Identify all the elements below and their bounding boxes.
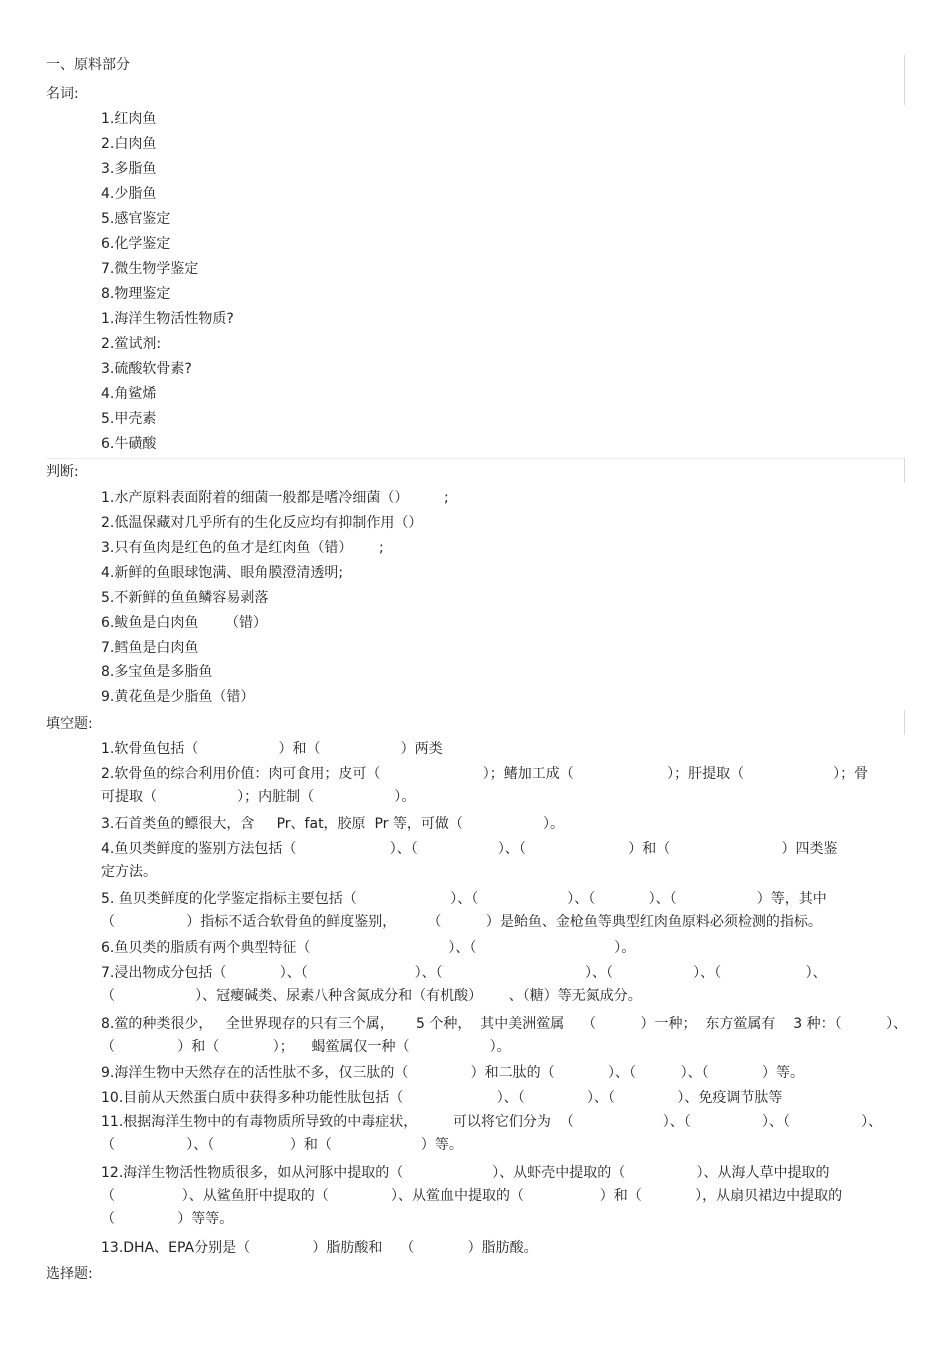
question-line: 1.软骨鱼包括（ ）和（ ）两类	[101, 741, 443, 757]
list-item: 1.红肉鱼	[101, 111, 157, 127]
question-line: 11.根据海洋生物中的有毒物质所导致的中毒症状， 可以将它们分为 （ ）、（ ）、（ ）、	[101, 1114, 883, 1130]
list-item: 3.只有鱼肉是红色的鱼才是红肉鱼（错） ;	[101, 540, 384, 556]
question-item	[101, 1162, 903, 1231]
question-item	[101, 838, 903, 884]
question-item	[101, 738, 903, 761]
fill-blank-heading: 填空题:	[46, 716, 93, 732]
list-item: 3.硫酸软骨素?	[101, 361, 192, 377]
list-item: 1.水产原料表面附着的细菌一般都是嗜冷细菌（） ;	[101, 490, 449, 506]
list-item: 4.新鲜的鱼眼球饱满、眼角膜澄清透明;	[101, 565, 344, 581]
question-line: 定方法。	[101, 864, 157, 880]
list-item: 3.多脂鱼	[101, 161, 157, 177]
question-item	[101, 1111, 903, 1157]
question-item	[101, 1062, 903, 1085]
question-line: （ ）、冠瘿碱类、尿素八种含氮成分和（有机酸） 、（糖）等无氮成分。	[101, 988, 642, 1004]
list-item: 4.角鲨烯	[101, 386, 157, 402]
terms-heading: 名词:	[46, 86, 79, 102]
question-line: 5. 鱼贝类鲜度的化学鉴定指标主要包括（ ）、（ ）、（ ）、（ ）等，其中	[101, 891, 827, 907]
question-line: （ ）和（ ）； 蝎鲎属仅一种（ ）。	[101, 1039, 511, 1055]
question-item	[101, 763, 903, 809]
list-item: 5.不新鲜的鱼鱼鳞容易剥落	[101, 590, 269, 606]
margin-line	[904, 458, 905, 483]
question-line: （ ）、从鲨鱼肝中提取的（ ）、从鲎血中提取的（ ）和（ ），从扇贝裙边中提取的	[101, 1188, 843, 1204]
list-item: 6.化学鉴定	[101, 236, 171, 252]
list-item: 6.鲅鱼是白肉鱼 （错）	[101, 615, 268, 631]
judgement-heading: 判断:	[46, 464, 79, 480]
question-line: 7.浸出物成分包括（ ）、（ ）、（ ）、（ ）、（ ）、	[101, 965, 827, 981]
question-item	[101, 962, 903, 1008]
list-item: 2.低温保藏对几乎所有的生化反应均有抑制作用（）	[101, 515, 423, 531]
question-line: （ ）指标不适合软骨鱼的鲜度鉴别， （ ）是鲐鱼、金枪鱼等典型红肉鱼原料必须检测的指标。	[101, 914, 822, 930]
margin-line	[904, 55, 905, 105]
list-item: 6.牛磺酸	[101, 436, 157, 452]
list-item: 4.少脂鱼	[101, 186, 157, 202]
question-line: 可提取（ ）；内脏制（ ）。	[101, 789, 416, 805]
question-item	[101, 1237, 903, 1260]
list-item: 9.黄花鱼是少脂鱼（错）	[101, 689, 255, 705]
question-item	[101, 1087, 903, 1110]
section-title: 一、原料部分	[46, 57, 130, 73]
question-line: 9.海洋生物中天然存在的活性肽不多，仅三肽的（ ）和二肽的（ ）、（ ）、（ ）等。	[101, 1065, 804, 1081]
question-line: 6.鱼贝类的脂质有两个典型特征（ ）、（ ）。	[101, 940, 636, 956]
section-divider	[46, 458, 904, 459]
question-line: 12.海洋生物活性物质很多，如从河豚中提取的（ ）、从虾壳中提取的（ ）、从海人草中提取的	[101, 1165, 830, 1181]
question-line: 3.石首类鱼的鳔很大，含 Pr、fat，胶原 Pr 等，可做（ ）。	[101, 816, 564, 832]
list-item: 2.白肉鱼	[101, 136, 157, 152]
question-item	[101, 813, 903, 836]
question-item	[101, 888, 903, 934]
question-line: 8.鲎的种类很少， 全世界现存的只有三个属， 5 个种， 其中美洲鲎属 （ ）一种； 东方鲎属有 3 种：（ ）、	[101, 1016, 908, 1032]
list-item: 8.多宝鱼是多脂鱼	[101, 664, 213, 680]
list-item: 7.微生物学鉴定	[101, 261, 199, 277]
question-item	[101, 1013, 908, 1059]
question-line: 4.鱼贝类鲜度的鉴别方法包括（ ）、（ ）、（ ）和（ ）四类鉴	[101, 841, 838, 857]
list-item: 1.海洋生物活性物质?	[101, 311, 234, 327]
margin-line	[904, 710, 905, 735]
list-item: 8.物理鉴定	[101, 286, 171, 302]
question-line: 10.目前从天然蛋白质中获得多种功能性肽包括（ ）、（ ）、（ ）、免疫调节肽等	[101, 1090, 783, 1106]
question-line: 13.DHA、EPA分别是（ ）脂肪酸和 （ ）脂肪酸。	[101, 1240, 538, 1256]
question-line: （ ）等等。	[101, 1211, 234, 1227]
list-item: 2.鲎试剂:	[101, 336, 162, 352]
choice-heading: 选择题:	[46, 1266, 93, 1282]
question-item	[101, 937, 903, 960]
list-item: 7.鳕鱼是白肉鱼	[101, 640, 199, 656]
question-line: 2.软骨鱼的综合利用价值：肉可食用；皮可（ ）；鳍加工成（ ）；肝提取（ ）；骨	[101, 766, 869, 782]
list-item: 5.感官鉴定	[101, 211, 171, 227]
question-line: （ ）、（ ）和（ ）等。	[101, 1137, 463, 1153]
list-item: 5.甲壳素	[101, 411, 157, 427]
